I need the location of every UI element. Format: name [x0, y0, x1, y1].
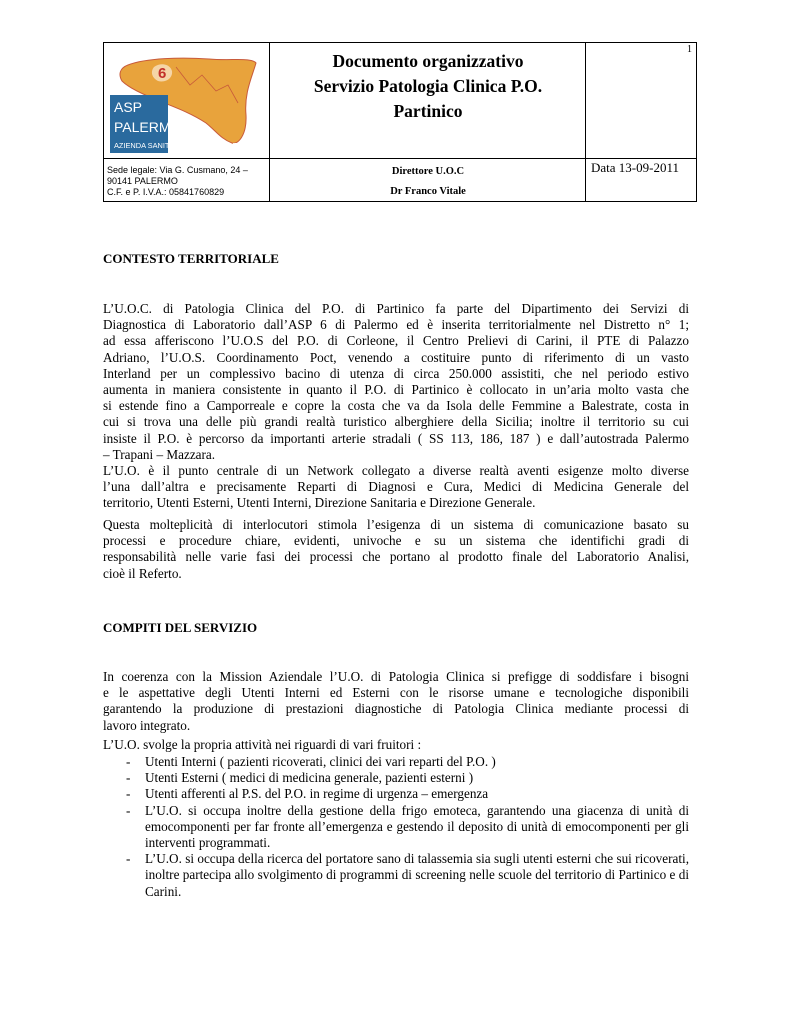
list-item: - Utenti afferenti al P.S. del P.O. in regime di urgenza – emergenza — [123, 786, 689, 802]
section-heading-contesto: CONTESTO TERRITORIALE — [103, 251, 279, 266]
text-line: cui si trova una delle più grandi realtà turistico alberghiere della Sicilia; inoltre il territorio su cui — [103, 414, 689, 430]
address-line: 90141 PALERMO — [107, 176, 178, 186]
paragraph-compiti-2 — [103, 737, 689, 753]
legal-address — [107, 165, 267, 198]
title-line: Partinico — [393, 101, 463, 121]
text-line: Interland per un complessivo bacino di utenza di circa 250.000 assistiti, che nel periodo estivo — [103, 365, 689, 381]
paragraph-contesto-1 — [103, 301, 689, 463]
text-line: – Trapani – Mazzara. — [103, 446, 216, 462]
list-item: - L’U.O. si occupa della ricerca del portatore sano di talassemia sia sugli utenti esterni che sui ricoverati, inoltre partecipa allo svolgimento di programmi di screening nelle scuole del territorio di Partinico e di Carini. — [123, 851, 689, 900]
text-line: Adriano, l’U.O.S. Coordinamento Poct, venendo a costituire punto di riferimento di un vasto — [103, 349, 689, 365]
list-item: - L’U.O. si occupa inoltre della gestione della frigo emoteca, garantendo una giacenza di unità di emocomponenti per far fronte all’emergenza e gestendo il deposito di unità di emocomponenti per gli interventi programmati. — [123, 803, 689, 852]
paragraph-contesto-3 — [103, 517, 689, 582]
title-line: Documento organizzativo — [332, 51, 524, 71]
director-role: Direttore U.O.C — [391, 166, 465, 177]
header-table — [103, 42, 697, 202]
document-date: Data 13-09-2011 — [591, 160, 679, 175]
text-line: aumenta in maniera consistente in quanto il P.O. di Partinico è collocato in un’aria molto vasta che — [103, 382, 689, 398]
paragraph-contesto-2 — [103, 463, 689, 512]
text-line: Diagnostica di Laboratorio dall’ASP 6 di Palermo ed è inserita territorialmente nel Distretto n° 1; — [103, 317, 689, 333]
address-line: C.F. e P. I.V.A.: 05841760829 — [107, 187, 225, 197]
text-line: e le aspettative degli Utenti Interni ed Esterni con le risorse umane e tecnologiche disponibili — [103, 685, 689, 701]
director-name: Dr Franco Vitale — [390, 186, 466, 197]
title-line: Servizio Patologia Clinica P.O. — [313, 76, 543, 96]
text-line: In coerenza con la Mission Aziendale l’U.O. di Patologia Clinica si prefigge di soddisfare i bisogni — [103, 669, 689, 684]
paragraph-compiti-1 — [103, 669, 689, 734]
text-line: territorio, Utenti Esterni, Utenti Interni, Direzione Sanitaria e Direzione Generale. — [103, 495, 536, 511]
text-line: si estende fino a Camporreale e copre la costa che va da Isola delle Femmine a Balestrate, costa in — [103, 398, 689, 414]
text-line: insiste il P.O. è percorso da importanti arterie stradali ( SS 113, 186, 187 ) e dall’autostrada Palermo — [103, 430, 689, 446]
fruitori-list — [123, 754, 689, 900]
logo-text-asp: ASP — [114, 99, 143, 115]
address-line: Sede legale: Via G. Cusmano, 24 – — [107, 165, 248, 175]
section-heading-compiti: COMPITI DEL SERVIZIO — [103, 620, 258, 635]
text-line: cioè il Referto. — [103, 565, 182, 581]
document-title — [270, 49, 586, 124]
logo-region-number: 6 — [158, 65, 167, 82]
text-line: lavoro integrato. — [103, 717, 191, 733]
asp-palermo-logo — [106, 45, 268, 155]
text-line: responsabilità nelle varie fasi dei processi che portano al prodotto finale del Laboratorio Analisi, — [103, 549, 689, 565]
list-item: - Utenti Interni ( pazienti ricoverati, clinici dei vari reparti del P.O. ) — [123, 754, 689, 770]
text-line: L’U.O.C. di Patologia Clinica del P.O. di Partinico fa parte del Dipartimento dei Servizi di — [103, 301, 689, 316]
text-line: garantendo la produzione di prestazioni diagnostiche di Patologia Clinica mediante processi di — [103, 701, 689, 717]
text-line: L’U.O. è il punto centrale di un Network collegato a diverse realtà aventi esigenze molto diverse — [103, 463, 689, 478]
text-line: L’U.O. svolge la propria attività nei riguardi di vari fruitori : — [103, 737, 422, 752]
logo-text-palermo: PALERMO — [114, 119, 182, 135]
page-number: 1 — [687, 44, 692, 55]
text-line: ad essa afferiscono l’U.O.S del P.O. di Corleone, il Centro Prelievi di Carini, il PTE di Palazzo — [103, 333, 689, 349]
logo-text-azienda: AZIENDA SANITARIA PROVINCIALE — [114, 141, 238, 150]
text-line: l’una dall’altra e precisamente Reparti di Diagnosi e Cura, Medici di Medicina Generale del — [103, 479, 689, 495]
text-line: processi e procedure chiare, evidenti, univoche e su un sistema che identifichi gradi di — [103, 533, 689, 549]
text-line: Questa molteplicità di interlocutori stimola l’esigenza di un sistema di comunicazione basato su — [103, 517, 689, 532]
divider — [104, 158, 696, 159]
list-item: - Utenti Esterni ( medici di medicina generale, pazienti esterni ) — [123, 770, 689, 786]
